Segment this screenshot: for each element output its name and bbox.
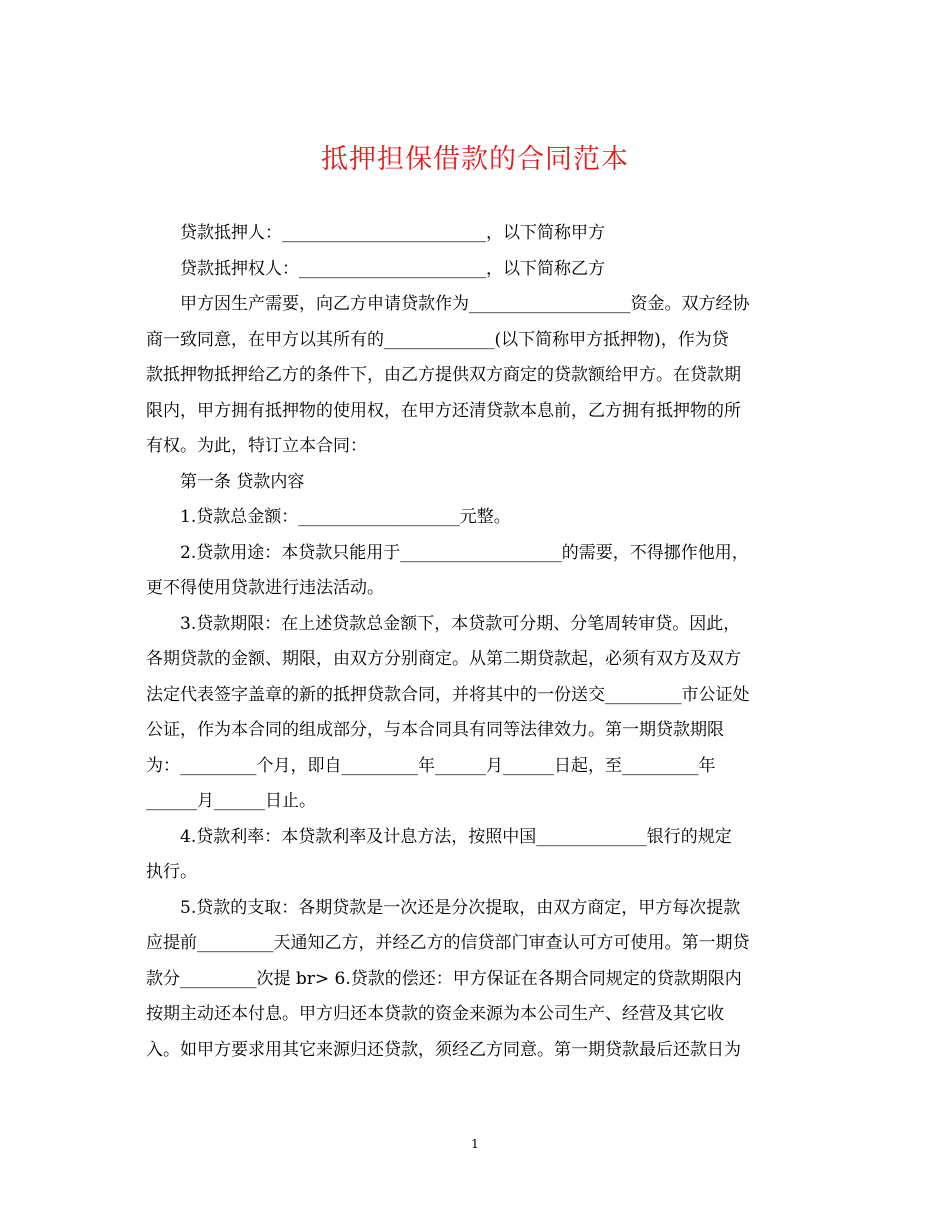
text-line: 1.贷款总金额：___________________元整。 [146,507,511,527]
text-line: 贷款抵押人：________________________，以下简称甲方 [146,223,605,243]
text-line: 款抵押物抵押给乙方的条件下，由乙方提供双方商定的贷款额给甲方。在贷款期 [146,365,741,385]
text-line: 更不得使用贷款进行违法活动。 [146,578,384,598]
text-line: 有权。为此，特订立本合同： [146,436,367,456]
section-heading: 第一条 贷款内容 [146,471,305,492]
text-line: 款分_________次提 br> 6.贷款的偿还：甲方保证在各期合同规定的贷款期限内 [146,968,742,989]
text-line: 5.贷款的支取：各期贷款是一次还是分次提取，由双方商定，甲方每次提款 [146,897,741,918]
text-line: 按期主动还本付息。甲方归还本贷款的资金来源为本公司生产、经营及其它收 [146,1004,724,1024]
text-line: 执行。 [146,862,197,882]
text-line: 贷款抵押权人：______________________，以下简称乙方 [146,258,605,279]
text-line: 法定代表签字盖章的新的抵押贷款合同，并将其中的一份送交_________市公证处 [146,684,750,705]
text-line: 应提前_________天通知乙方，并经乙方的信贷部门审查认可方可使用。第一期贷 [146,933,750,953]
text-line: ______月______日止。 [146,791,316,811]
text-line: 2.贷款用途：本贷款只能用于___________________的需要，不得挪作他用， [146,542,749,563]
text-line: 4.贷款利率：本贷款利率及计息方法，按照中国_____________银行的规定 [146,826,732,847]
document-body [146,216,806,1068]
text-line: 为：_________个月，即自_________年______月______日起，至_________年 [146,755,716,776]
text-line: 各期贷款的金额、期限，由双方分别商定。从第二期贷款起，必须有双方及双方 [146,649,741,669]
text-line: 公证，作为本合同的组成部分，与本合同具有同等法律效力。第一期贷款期限 [146,720,724,740]
text-line: 3.贷款期限：在上述贷款总金额下，本贷款可分期、分笔周转审贷。因此， [146,613,741,634]
text-line: 商一致同意，在甲方以其所有的_____________(以下简称甲方抵押物)，作为贷 [146,329,729,350]
text-line: 甲方因生产需要，向乙方申请贷款作为___________________资金。双方经协 [146,294,750,314]
page-number: 1 [471,1137,479,1151]
document-title: 抵押担保借款的合同范本 [321,144,629,175]
text-line: 限内，甲方拥有抵押物的使用权，在甲方还清贷款本息前，乙方拥有抵押物的所 [146,400,741,421]
text-line: 入。如甲方要求用其它来源归还贷款，须经乙方同意。第一期贷款最后还款日为 [146,1039,741,1060]
